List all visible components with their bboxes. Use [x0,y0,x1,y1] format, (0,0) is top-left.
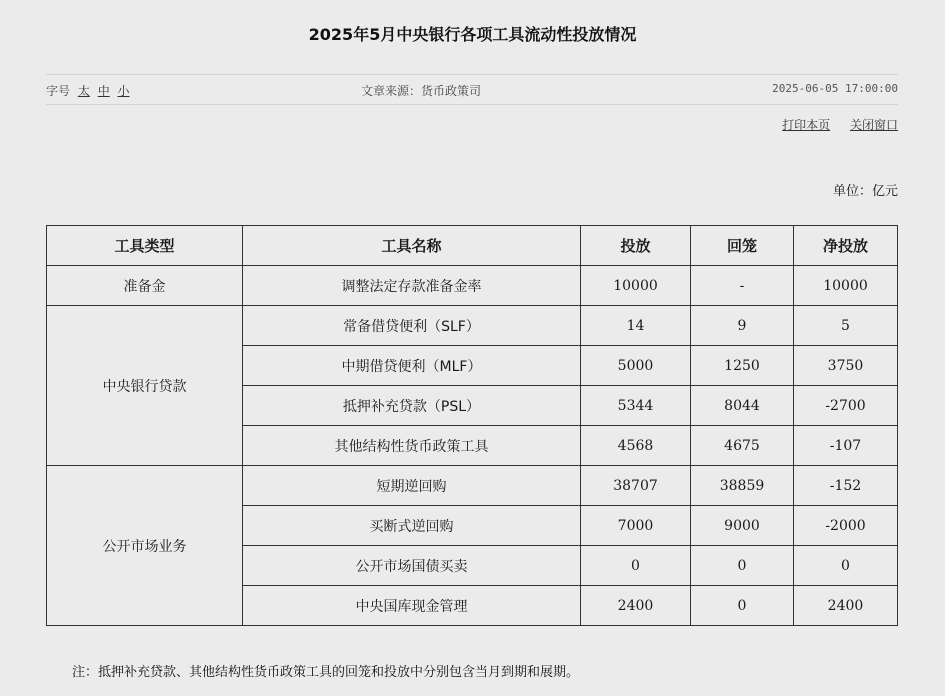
withdraw-cell: 4675 [691,426,794,466]
header-net: 净投放 [794,226,898,266]
tool-name-cell: 调整法定存款准备金率 [243,266,581,306]
table-row [47,466,898,506]
inject-cell: 4568 [581,426,691,466]
tool-name-cell: 中央国库现金管理 [243,586,581,626]
liquidity-table [46,225,898,626]
net-cell: -107 [794,426,898,466]
net-cell: -2000 [794,506,898,546]
net-cell: -152 [794,466,898,506]
inject-cell: 5344 [581,386,691,426]
header-tool-name: 工具名称 [243,226,581,266]
inject-cell: 14 [581,306,691,346]
withdraw-cell: 0 [691,586,794,626]
withdraw-cell: 9000 [691,506,794,546]
table-row [47,306,898,346]
inject-cell: 5000 [581,346,691,386]
footnote: 注：抵押补充贷款、其他结构性货币政策工具的回笼和投放中分别包含当月到期和展期。 [72,665,580,680]
tool-name-cell: 常备借贷便利（SLF） [243,306,581,346]
net-cell: 0 [794,546,898,586]
page-actions [766,116,898,133]
unit-label: 单位：亿元 [832,184,898,199]
tool-name-cell: 公开市场国债买卖 [243,546,581,586]
tool-name-cell: 买断式逆回购 [243,506,581,546]
inject-cell: 7000 [581,506,691,546]
inject-cell: 10000 [581,266,691,306]
withdraw-cell: - [691,266,794,306]
font-size-large-link[interactable]: 太 [77,84,90,98]
withdraw-cell: 38859 [691,466,794,506]
withdraw-cell: 1250 [691,346,794,386]
withdraw-cell: 9 [691,306,794,346]
header-withdraw: 回笼 [691,226,794,266]
inject-cell: 38707 [581,466,691,506]
withdraw-cell: 0 [691,546,794,586]
font-size-label: 字号 [46,84,71,98]
publish-date: 2025-06-05 17:00:00 [772,82,898,95]
font-size-small-link[interactable]: 小 [117,84,130,98]
net-cell: 2400 [794,586,898,626]
net-cell: -2700 [794,386,898,426]
inject-cell: 2400 [581,586,691,626]
tool-name-cell: 中期借贷便利（MLF） [243,346,581,386]
divider-bottom [46,104,898,105]
article-source: 文章来源：货币政策司 [361,84,482,98]
header-inject: 投放 [581,226,691,266]
category-cell: 公开市场业务 [47,466,243,626]
meta-row [46,82,898,98]
divider-top [46,74,898,75]
net-cell: 3750 [794,346,898,386]
print-page-link[interactable]: 打印本页 [782,118,831,132]
net-cell: 10000 [794,266,898,306]
inject-cell: 0 [581,546,691,586]
tool-name-cell: 短期逆回购 [243,466,581,506]
table-header-row [47,226,898,266]
font-size-controls [46,82,134,99]
withdraw-cell: 8044 [691,386,794,426]
category-cell: 中央银行贷款 [47,306,243,466]
header-tool-type: 工具类型 [47,226,243,266]
net-cell: 5 [794,306,898,346]
font-size-medium-link[interactable]: 中 [97,84,110,98]
tool-name-cell: 抵押补充贷款（PSL） [243,386,581,426]
page-title: 2025年5月中央银行各项工具流动性投放情况 [308,25,637,44]
category-cell: 准备金 [47,266,243,306]
close-window-link[interactable]: 关闭窗口 [849,118,898,132]
table-row [47,266,898,306]
tool-name-cell: 其他结构性货币政策工具 [243,426,581,466]
